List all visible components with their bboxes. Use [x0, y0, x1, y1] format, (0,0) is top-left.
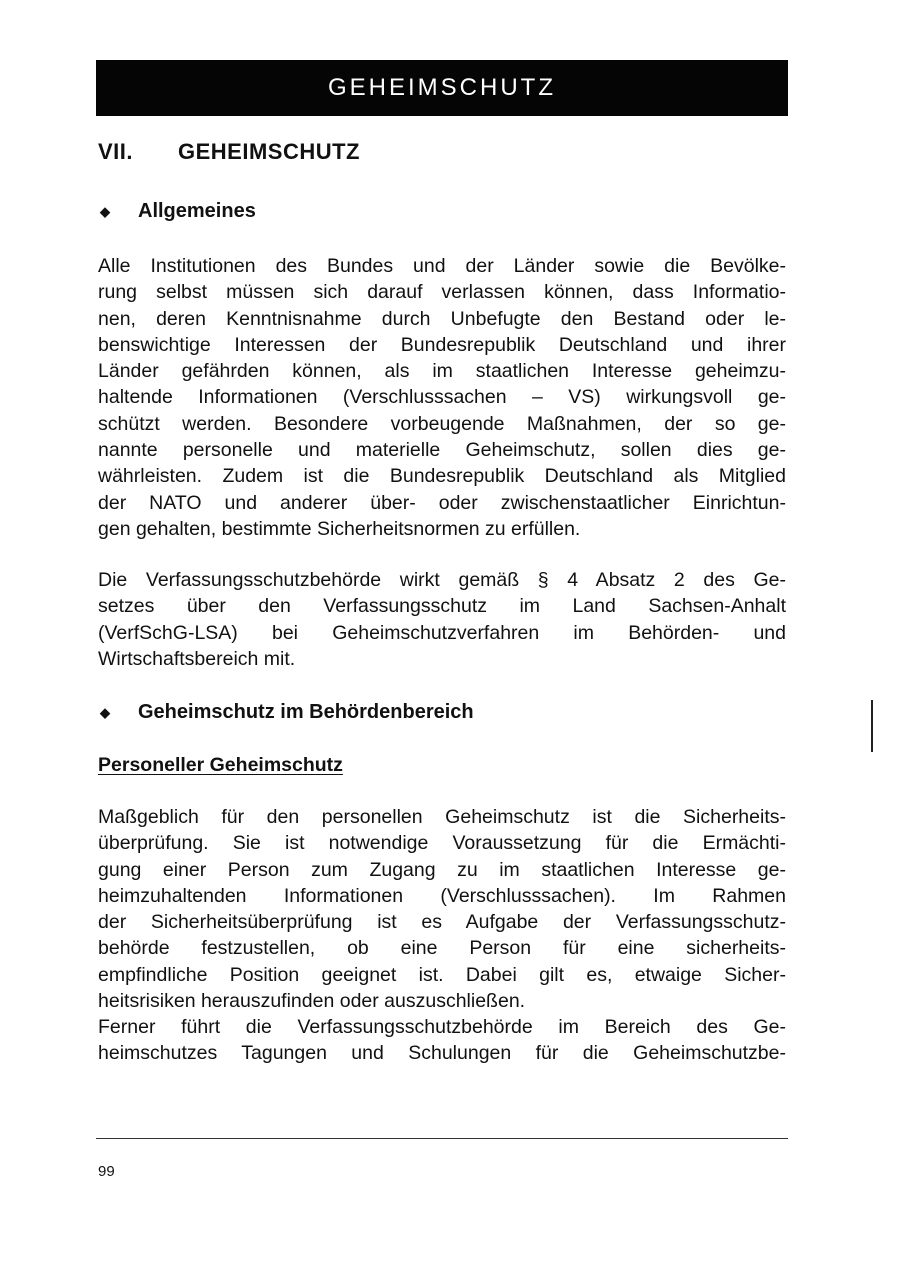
- text-line: haltende Informationen (Verschlusssachen – VS) wirkungsvoll ge-: [98, 386, 786, 409]
- section-heading-text: Geheimschutz im Behördenbereich: [138, 701, 474, 723]
- text-line: heimschutzes Tagungen und Schulungen für die Geheimschutzbe-: [98, 1042, 786, 1065]
- text-line: setzes über den Verfassungsschutz im Land Sachsen-Anhalt: [98, 595, 786, 618]
- text-line: (VerfSchG-LSA) bei Geheimschutzverfahren im Behörden- und: [98, 621, 786, 644]
- text-line: überprüfung. Sie ist notwendige Voraussetzung für die Ermächti-: [98, 832, 786, 855]
- text-line: Ferner führt die Verfassungsschutzbehörde im Bereich des Ge-: [98, 1016, 786, 1038]
- margin-change-bar: [871, 700, 873, 752]
- section-heading-text: Allgemeines: [138, 200, 256, 222]
- text-line: heitsrisiken herauszufinden oder auszuschließen.: [98, 990, 526, 1013]
- chapter-title: [98, 139, 360, 165]
- text-line: der Sicherheitsüberprüfung ist es Aufgabe der Verfassungsschutz-: [98, 911, 786, 934]
- page-number: 99: [98, 1163, 115, 1180]
- paragraph-allgemeines-1: [98, 253, 786, 542]
- text-line: schützt werden. Besondere vorbeugende Maßnahmen, der so ge-: [98, 412, 786, 435]
- text-line: gen gehalten, bestimmte Sicherheitsnormen zu erfüllen.: [98, 517, 581, 540]
- diamond-bullet-icon: ◆: [100, 203, 110, 219]
- subheading-personeller-geheimschutz: Personeller Geheimschutz: [98, 754, 343, 776]
- text-line: empfindliche Position geeignet ist. Dabei gilt es, etwaige Sicher-: [98, 963, 786, 986]
- text-line: gung einer Person zum Zugang zu im staatlichen Interesse ge-: [98, 858, 786, 881]
- paragraph-allgemeines-2: [98, 567, 786, 672]
- text-line: behörde festzustellen, ob eine Person für eine sicherheits-: [98, 937, 786, 960]
- running-header: [96, 60, 788, 116]
- paragraph-personeller-1: [98, 804, 786, 1014]
- section-heading-behoerdenbereich: [100, 701, 474, 724]
- diamond-bullet-icon: ◆: [100, 704, 110, 720]
- text-line: Alle Institutionen des Bundes und der Länder sowie die Bevölke-: [98, 255, 786, 277]
- footer-divider: [96, 1138, 788, 1139]
- text-line: rung selbst müssen sich darauf verlassen können, dass Informatio-: [98, 281, 786, 304]
- text-line: nen, deren Kenntnisnahme durch Unbefugte den Bestand oder le-: [98, 307, 786, 330]
- paragraph-personeller-2: [98, 1014, 786, 1067]
- text-line: währleisten. Zudem ist die Bundesrepublik Deutschland als Mitglied: [98, 465, 786, 488]
- text-line: Die Verfassungsschutzbehörde wirkt gemäß § 4 Absatz 2 des Ge-: [98, 569, 786, 591]
- text-line: der NATO und anderer über- oder zwischenstaatlicher Einrichtun-: [98, 491, 786, 514]
- chapter-title-text: GEHEIMSCHUTZ: [178, 139, 360, 164]
- running-header-title: GEHEIMSCHUTZ: [328, 74, 556, 101]
- text-line: heimzuhaltenden Informationen (Verschlusssachen). Im Rahmen: [98, 884, 786, 907]
- chapter-number: VII.: [98, 139, 134, 164]
- text-line: nannte personelle und materielle Geheimschutz, sollen dies ge-: [98, 439, 786, 462]
- text-line: Länder gefährden können, als im staatlichen Interesse geheimzu-: [98, 360, 786, 383]
- section-heading-allgemeines: [100, 200, 256, 223]
- text-line: benswichtige Interessen der Bundesrepublik Deutschland und ihrer: [98, 333, 786, 356]
- text-line: Maßgeblich für den personellen Geheimschutz ist die Sicherheits-: [98, 806, 786, 828]
- text-line: Wirtschaftsbereich mit.: [98, 647, 296, 670]
